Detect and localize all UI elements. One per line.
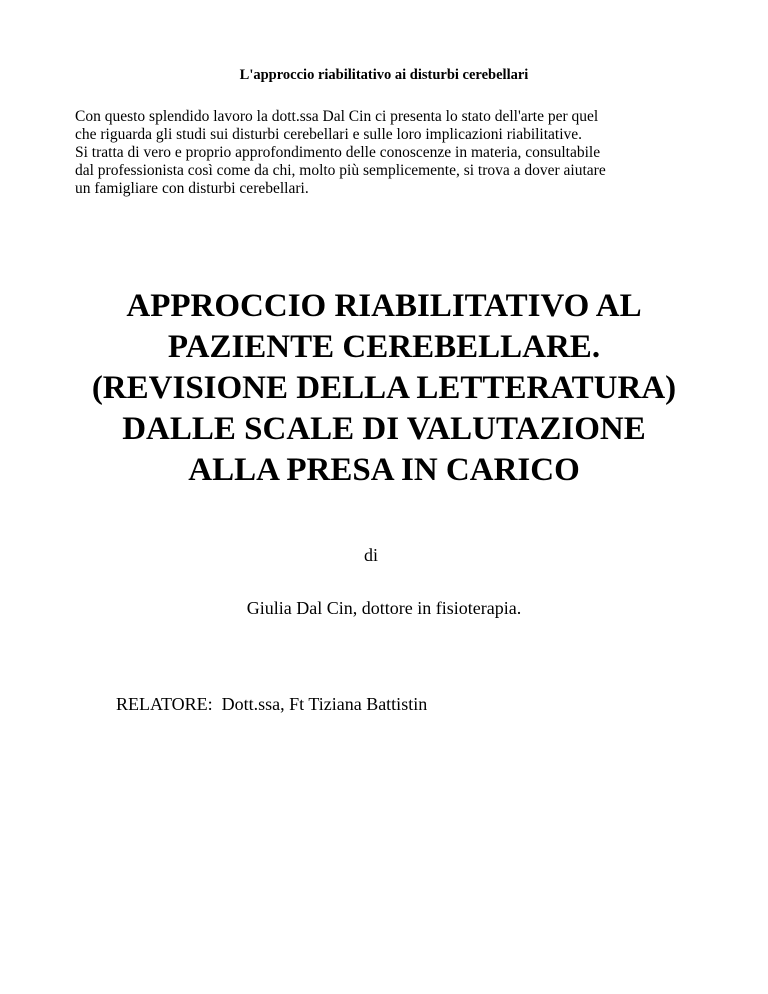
thesis-title-line: DALLE SCALE DI VALUTAZIONE [122,411,646,447]
by-label: di [363,545,378,565]
thesis-title-line: ALLA PRESA IN CARICO [188,452,580,488]
thesis-title [0,286,768,491]
intro-line: Con questo splendido lavoro la dott.ssa Dal Cin ci presenta lo stato dell'arte per quel [75,108,599,125]
intro-paragraph [75,108,705,198]
thesis-title-line: APPROCCIO RIABILITATIVO AL [126,288,642,324]
intro-line: Si tratta di vero e proprio approfondimento delle conoscenze in materia, consultabile [75,144,601,161]
relatore-line: RELATORE: Dott.ssa, Ft Tiziana Battistin [116,694,428,714]
intro-title: L'approccio riabilitativo ai disturbi cerebellari [239,67,529,83]
intro-line: dal professionista così come da chi, molto più semplicemente, si trova a dover aiutare [75,162,606,179]
author-line: Giulia Dal Cin, dottore in fisioterapia. [246,598,522,618]
thesis-title-line: (REVISIONE DELLA LETTERATURA) [91,370,677,406]
thesis-title-line: PAZIENTE CEREBELLARE. [167,329,601,365]
intro-line: che riguarda gli studi sui disturbi cerebellari e sulle loro implicazioni riabilitative. [75,126,583,143]
intro-line: un famigliare con disturbi cerebellari. [75,180,309,197]
